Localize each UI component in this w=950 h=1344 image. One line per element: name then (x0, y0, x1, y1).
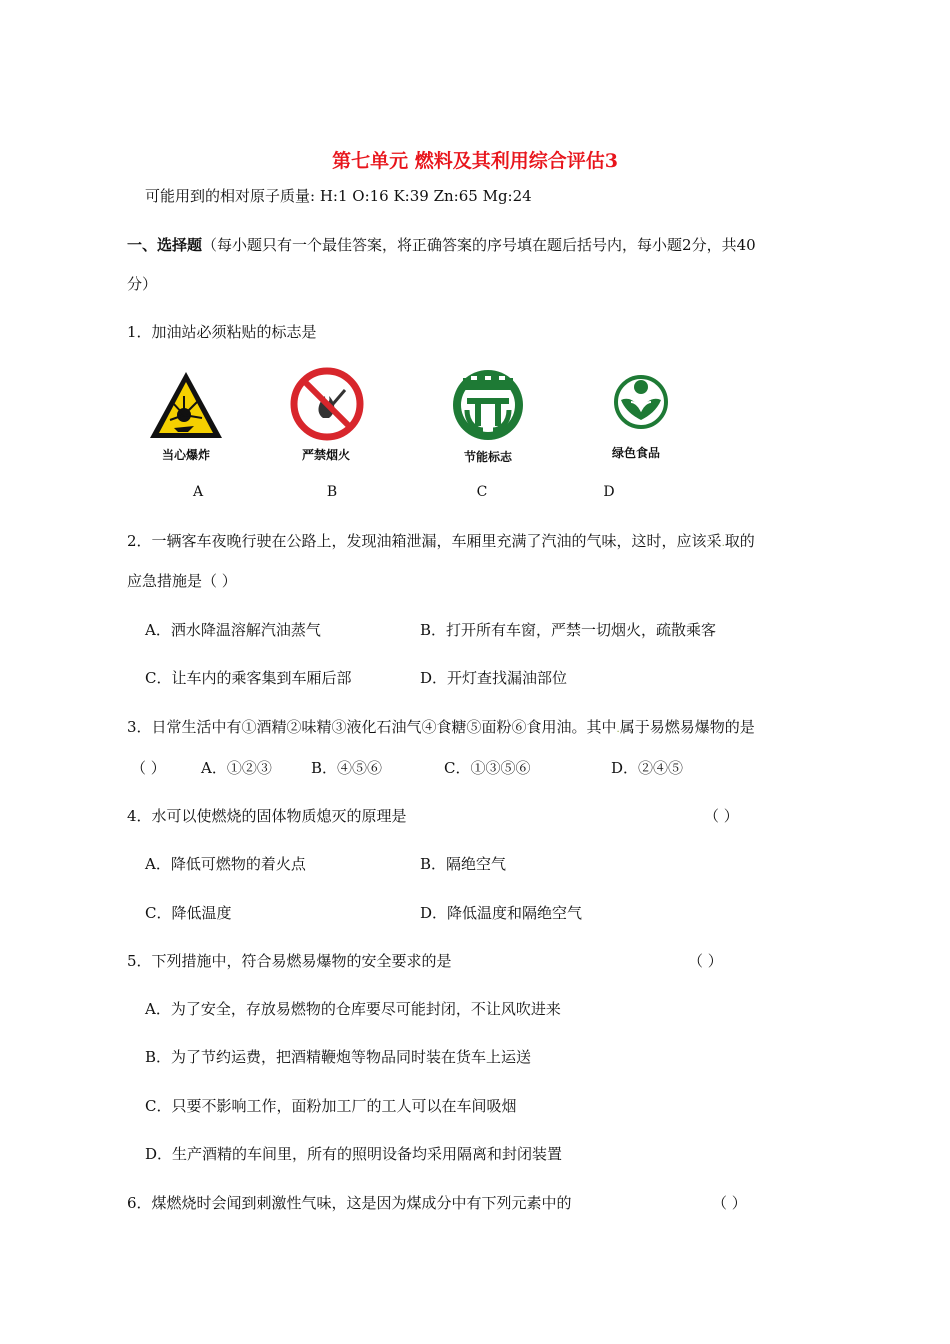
question-4-stem: 4．水可以使燃烧的固体物质熄灭的原理是 (127, 807, 407, 825)
section-desc: （每小题只有一个最佳答案，将正确答案的序号填在题后括号内，每小题2分，共40 (202, 236, 756, 254)
sign-letter-b: B (326, 484, 338, 500)
q5-bracket: （ ） (688, 952, 723, 970)
q4-option-a: A．降低可燃物的着火点 (145, 855, 306, 873)
question-5-stem: 5．下列措施中，符合易燃易爆物的安全要求的是 (127, 952, 452, 970)
scan-mark: . (616, 724, 620, 735)
q5-option-b: B．为了节约运费，把酒精鞭炮等物品同时装在货车上运送 (145, 1048, 532, 1066)
q2-option-d: D．开灯查找漏油部位 (420, 669, 568, 687)
q3-option-b: B．④⑤⑥ (311, 759, 383, 777)
scan-mark: . (721, 538, 725, 549)
green-food-icon (613, 372, 669, 434)
q3-option-c: C．①③⑤⑥ (444, 759, 531, 777)
q4-bracket: （ ） (704, 807, 739, 825)
sign-caption-c: 节能标志 (463, 450, 512, 464)
question-3-line1 (127, 717, 755, 740)
question-2-text-end: 取的 (724, 532, 755, 550)
question-2-line1 (127, 531, 755, 554)
question-2-line2: 应急措施是（ ） (127, 572, 237, 590)
q5-option-a: A．为了安全，存放易燃物的仓库要尽可能封闭，不让风吹进来 (145, 1000, 561, 1018)
q3-option-d: D．②④⑤ (611, 759, 684, 777)
question-2-text: 2．一辆客车夜晚行驶在公路上，发现油箱泄漏，车厢里充满了汽油的气味，这时，应该采 (127, 532, 722, 550)
q2-option-a: A．洒水降温溶解汽油蒸气 (145, 621, 321, 639)
explosion-warning-icon (148, 370, 224, 442)
q4-option-d: D．降低温度和隔绝空气 (420, 904, 583, 922)
question-6-stem: 6．煤燃烧时会闻到刺激性气味，这是因为煤成分中有下列元素中的 (127, 1194, 572, 1212)
sign-letter-a: A (192, 484, 204, 500)
q2-option-b: B．打开所有车窗，严禁一切烟火，疏散乘客 (420, 621, 717, 639)
section-heading (127, 235, 756, 255)
sign-caption-a: 当心爆炸 (161, 448, 210, 462)
sign-letter-c: C (476, 484, 488, 500)
q5-option-d: D．生产酒精的车间里，所有的照明设备均采用隔离和封闭装置 (145, 1145, 563, 1163)
q3-bracket: （ ） (131, 759, 166, 777)
section-desc-cont: 分） (127, 275, 158, 293)
sign-letter-d: D (603, 484, 615, 500)
question-3-text-end: 属于易燃易爆物的是 (619, 718, 755, 736)
page-title: 第七单元 燃料及其利用综合评估3 (332, 150, 618, 172)
question-3-text: 3．日常生活中有①酒精②味精③液化石油气④食糖⑤面粉⑥食用油。其中 (127, 718, 617, 736)
q2-option-c: C．让车内的乘客集到车厢后部 (145, 669, 352, 687)
q5-option-c: C．只要不影响工作，面粉加工厂的工人可以在车间吸烟 (145, 1097, 517, 1115)
q3-option-a: A．①②③ (201, 759, 272, 777)
q4-option-b: B．隔绝空气 (420, 855, 507, 873)
question-1-stem: 1．加油站必须粘贴的标志是 (127, 323, 317, 341)
q4-option-c: C．降低温度 (145, 904, 232, 922)
sign-caption-b: 严禁烟火 (301, 448, 350, 462)
atomic-masses: 可能用到的相对原子质量: H:1 O:16 K:39 Zn:65 Mg:24 (145, 187, 532, 205)
section-title: 一、选择题 (127, 236, 203, 254)
energy-saving-icon (449, 366, 527, 444)
no-fire-icon (289, 366, 365, 442)
q6-bracket: （ ） (712, 1194, 747, 1212)
sign-caption-d: 绿色食品 (612, 446, 661, 460)
